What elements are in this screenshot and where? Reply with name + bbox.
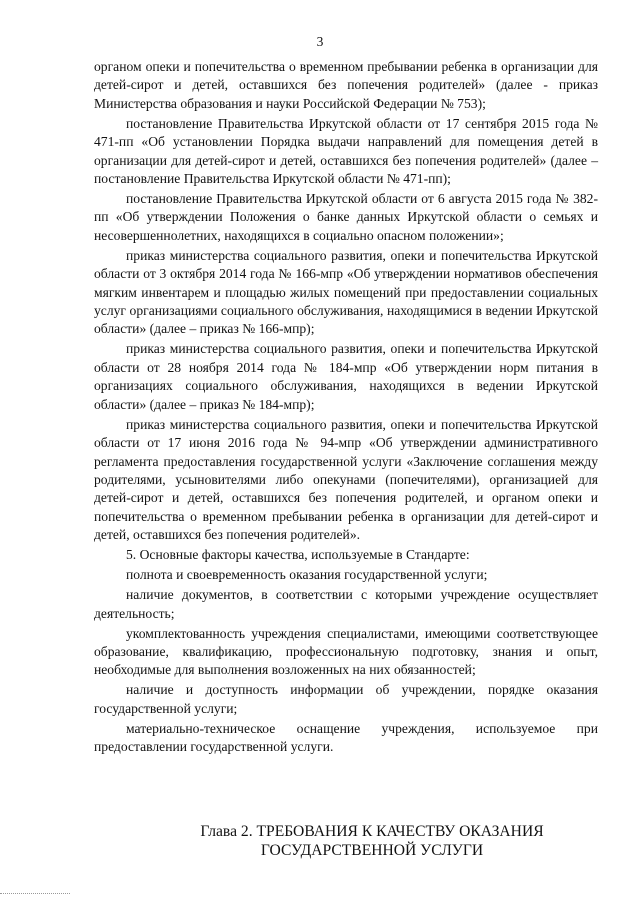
paragraph-factor-documents: наличие документов, в соответствии с которыми учреждение осуществляет деятельность; xyxy=(94,587,598,621)
paragraph-resolution-382: постановление Правительства Иркутской области от 6 августа 2015 года № 382-пп «Об утверждении Положения о банке данных Иркутской области о семьях и несовершеннолетних, находящихся в социально опасном положении»; xyxy=(94,191,598,243)
page-number: 3 xyxy=(316,34,324,49)
chapter-heading-line1: Глава 2. ТРЕБОВАНИЯ К КАЧЕСТВУ ОКАЗАНИЯ xyxy=(200,823,544,840)
paragraph-factor-completeness: полнота и своевременность оказания государственной услуги; xyxy=(126,567,488,583)
paragraph-factor-information: наличие и доступность информации об учреждении, порядке оказания государственной услуги; xyxy=(94,682,598,716)
chapter-heading-line2: ГОСУДАРСТВЕННОЙ УСЛУГИ xyxy=(260,842,484,859)
paragraph-factor-staffing: укомплектованность учреждения специалистами, имеющими соответствующее образование, квалификацию, профессиональную подготовку, знания и опыт, необходимые для выполнения возложенных на них обязанностей; xyxy=(94,625,598,678)
paragraph-resolution-471: постановление Правительства Иркутской области от 17 сентября 2015 года № 471-пп «Об установлении Порядка выдачи направлений для помещения детей в организации для детей-сирот и детей, оставшихся без попечения родителей» (далее – постановление Правительства Иркутской области № 471-пп); xyxy=(94,115,598,187)
scan-artifact xyxy=(0,893,70,898)
paragraph-quality-factors: 5. Основные факторы качества, используемые в Стандарте: xyxy=(126,547,470,563)
document-body xyxy=(94,58,598,758)
paragraph-factor-equipment: материально-техническое оснащение учреждения, используемое при предоставлении государственной услуги. xyxy=(94,720,598,755)
paragraph-order-184: приказ министерства социального развития, опеки и попечительства Иркутской области от 28 ноября 2014 года № 184-мпр «Об утверждении норм питания в организациях социального обслуживания, находящихся в ведении Иркутской области» (далее – приказ № 184-мпр); xyxy=(94,341,598,412)
paragraph-order-166: приказ министерства социального развития, опеки и попечительства Иркутской области от 3 октября 2014 года № 166-мпр «Об утверждении нормативов обеспечения мягким инвентарем и площадью жилых помещений при предоставлении социальных услуг организациями социального обслуживания, находящимися в ведении Иркутской области» (далее – приказ № 166-мпр); xyxy=(94,247,598,337)
paragraph-continuation: органом опеки и попечительства о временном пребывании ребенка в организации для детей-сирот и детей, оставшихся без попечения родителей» (далее - приказ Министерства образования и науки Российской Федерации № 753); xyxy=(94,59,598,111)
paragraph-order-94: приказ министерства социального развития, опеки и попечительства Иркутской области от 17 июня 2016 года № 94-мпр «Об утверждении административного регламента предоставления государственной услуги «Заключение соглашения между родителями, усыновителями либо опекунами (попечителями), организацией для детей-сирот и детей, оставшихся без попечения родителей, и органом опеки и попечительства о временном пребывании ребенка в организации для детей-сирот и детей, оставшихся без попечения родителей». xyxy=(94,416,598,543)
chapter-heading xyxy=(120,822,624,860)
